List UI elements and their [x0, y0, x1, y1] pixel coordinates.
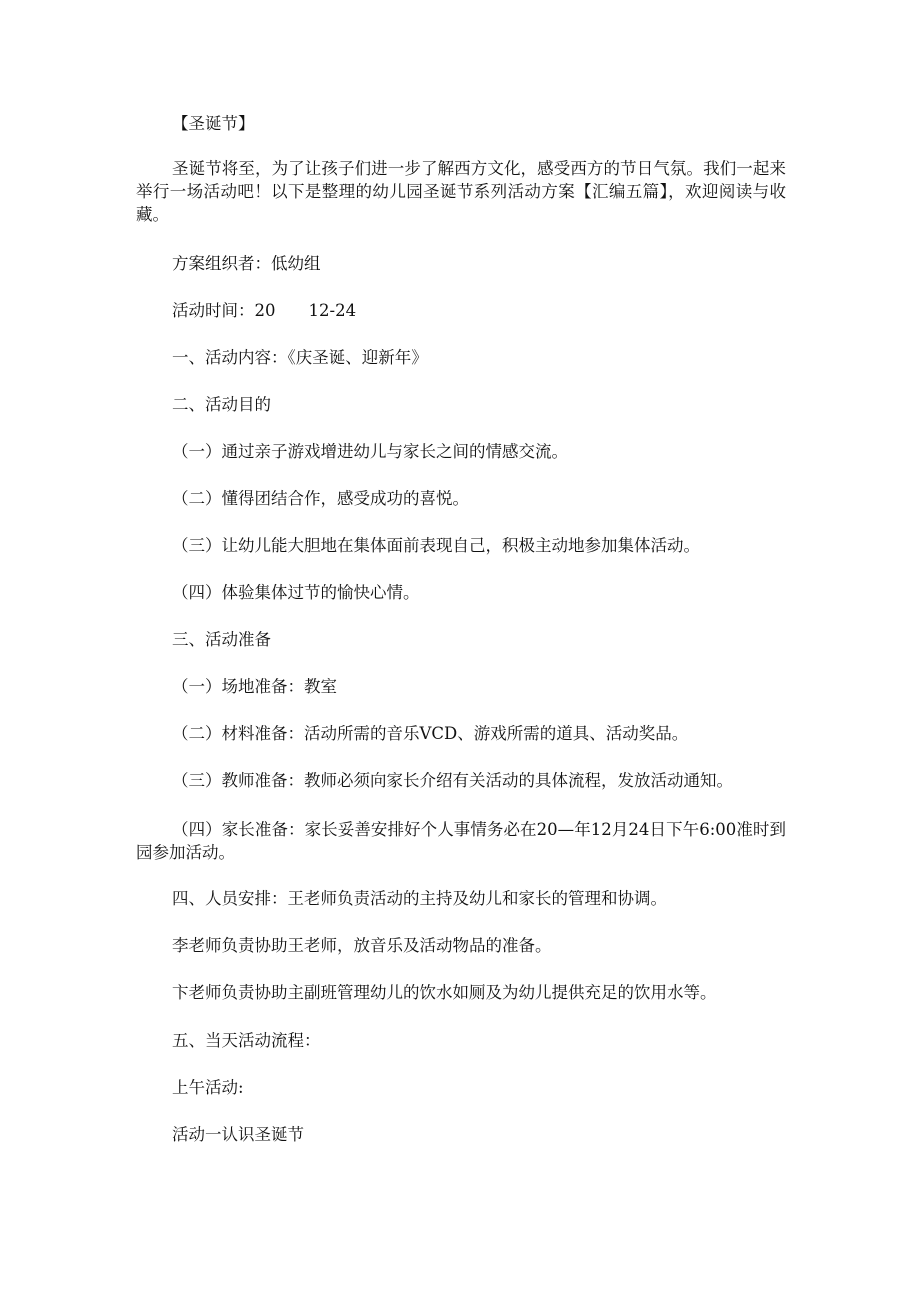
- staff-line: 李老师负责协助王老师，放音乐及活动物品的准备。: [172, 936, 552, 955]
- document-title: 【圣诞节】: [172, 114, 255, 133]
- activity-goals-heading: 二、活动目的: [172, 395, 271, 414]
- goal-item: （四）体验集体过节的愉快心情。: [172, 583, 420, 602]
- activity-time-line: 活动时间：20 12-24: [172, 301, 357, 320]
- activity-prep-heading: 三、活动准备: [172, 630, 271, 649]
- prep-item: （三）教师准备：教师必须向家长介绍有关活动的具体流程，发放活动通知。: [172, 771, 733, 790]
- prep-item-parent: （四）家长准备：家长妥善安排好个人事情务必在20—年12月24日下午6:00准时到园参加活动。: [136, 820, 786, 862]
- staff-line: 卞老师负责协助主副班管理幼儿的饮水如厕及为幼儿提供充足的饮用水等。: [172, 983, 717, 1002]
- activity-flow-heading: 五、当天活动流程：: [172, 1031, 321, 1050]
- activity-content-heading: 一、活动内容：《庆圣诞、迎新年》: [172, 348, 428, 367]
- morning-activity-label: 上午活动:: [172, 1078, 244, 1097]
- organizer-line: 方案组织者：低幼组: [172, 254, 321, 273]
- intro-paragraph: 圣诞节将至，为了让孩子们进一步了解西方文化，感受西方的节日气氛。我们一起来举行一场活动吧！以下是整理的幼儿园圣诞节系列活动方案【汇编五篇】，欢迎阅读与收藏。: [136, 159, 786, 224]
- staff-heading: 四、人员安排：王老师负责活动的主持及幼儿和家长的管理和协调。: [172, 889, 667, 908]
- prep-item: （二）材料准备：活动所需的音乐VCD、游戏所需的道具、活动奖品。: [172, 724, 689, 743]
- prep-item: （一）场地准备：教室: [172, 677, 337, 696]
- goal-item: （二）懂得团结合作，感受成功的喜悦。: [172, 489, 469, 508]
- goal-item: （三）让幼儿能大胆地在集体面前表现自己，积极主动地参加集体活动。: [172, 536, 700, 555]
- goal-item: （一）通过亲子游戏增进幼儿与家长之间的情感交流。: [172, 442, 568, 461]
- activity-one-title: 活动一认识圣诞节: [172, 1125, 304, 1144]
